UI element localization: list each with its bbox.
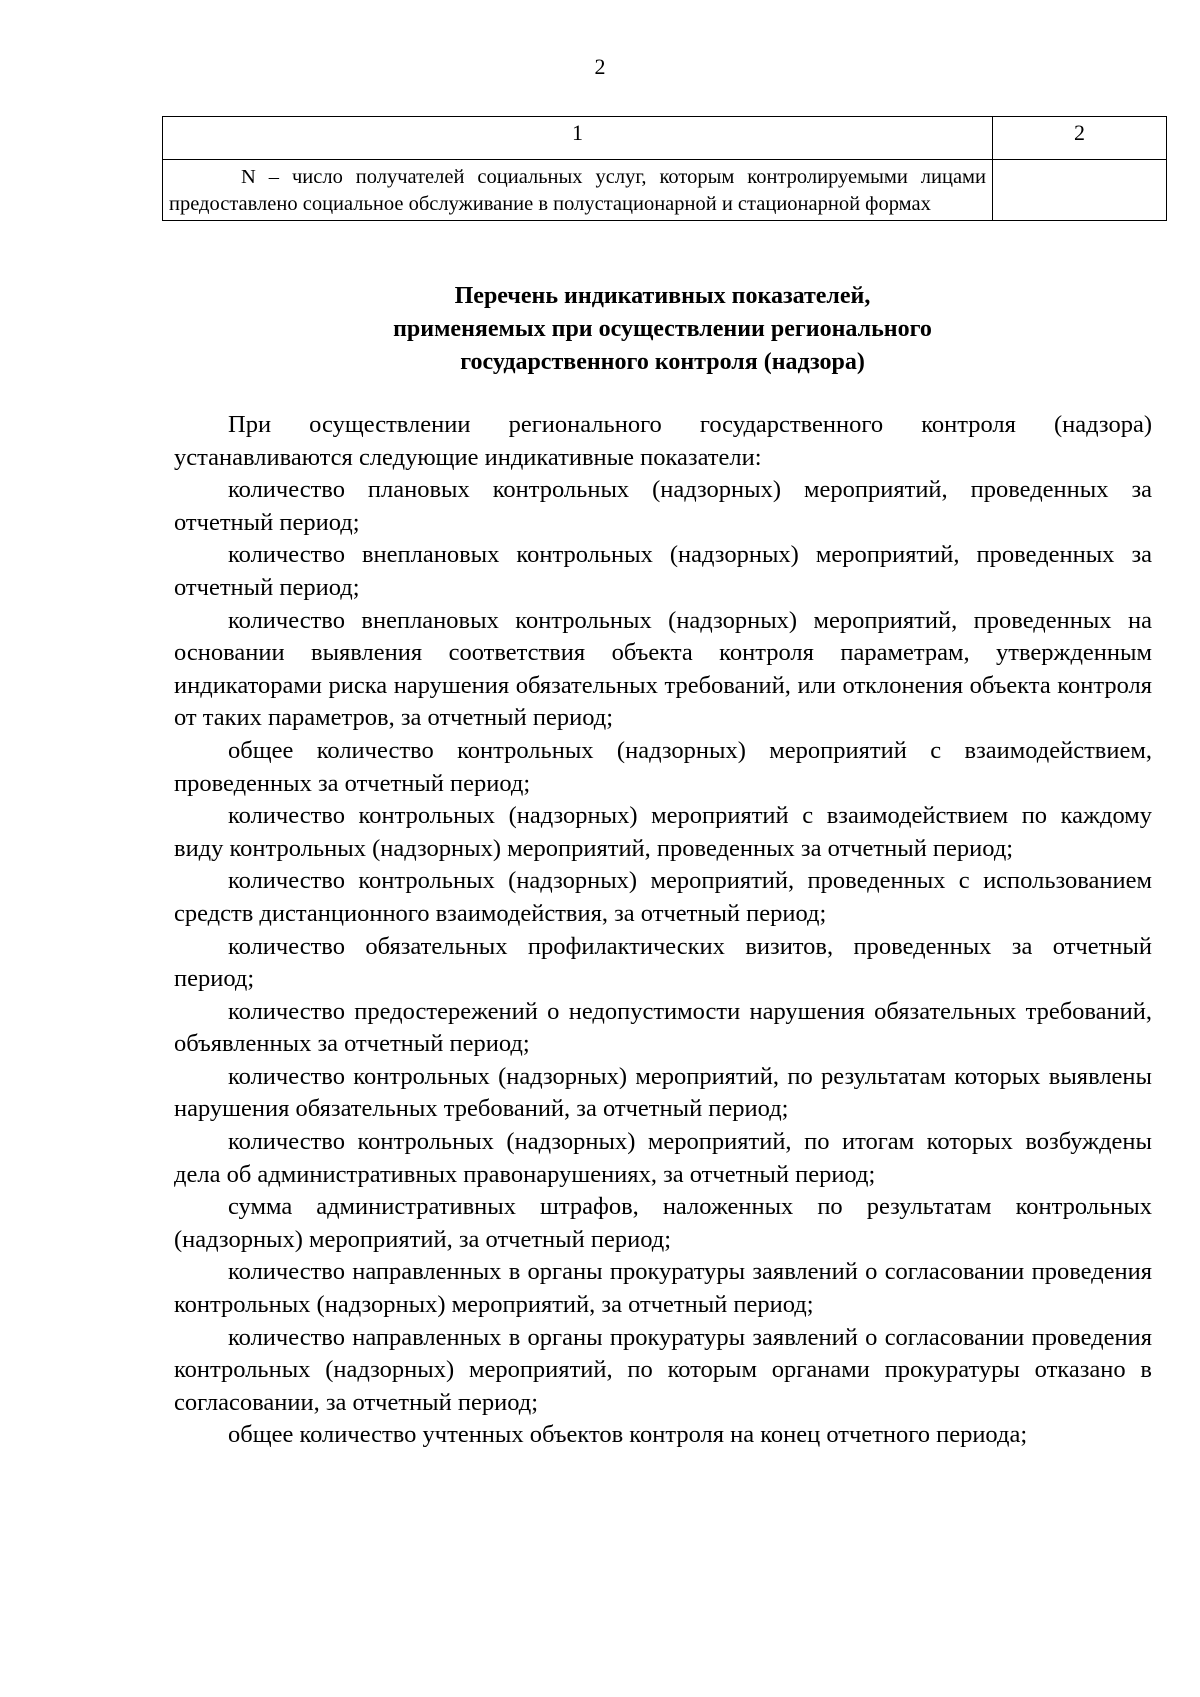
list-item: сумма административных штрафов, наложенных по результатам контрольных (надзорных) мероприятий, за отчетный период; [174,1193,1152,1253]
list-item: количество контрольных (надзорных) мероприятий с взаимодействием по каждому виду контрольных (надзорных) мероприятий, проведенных за отчетный период; [174,802,1152,862]
table-row [163,160,1167,221]
table-header-cell-2: 2 [993,117,1167,160]
table-cell-empty [993,160,1167,221]
list-item: общее количество учтенных объектов контроля на конец отчетного периода; [228,1421,1028,1449]
list-item: количество внеплановых контрольных (надзорных) мероприятий, проведенных на основании выявления соответствия объекта контроля параметрам, утвержденным индикаторами риска нарушения обязательных требований, или отклонения объекта контроля от таких параметров, за отчетный период; [174,606,1152,732]
section-title-line-3: государственного контроля (надзора) [460,349,865,375]
list-item: количество контрольных (надзорных) мероприятий, по итогам которых возбуждены дела об административных правонарушениях, за отчетный период; [174,1128,1152,1188]
list-item: количество внеплановых контрольных (надзорных) мероприятий, проведенных за отчетный период; [174,541,1152,601]
list-item: количество направленных в органы прокуратуры заявлений о согласовании проведения контрольных (надзорных) мероприятий, за отчетный период; [174,1258,1152,1319]
list-item: количество обязательных профилактических визитов, проведенных за отчетный период; [174,932,1152,993]
list-item: общее количество контрольных (надзорных) мероприятий с взаимодействием, проведенных за отчетный период; [174,736,1152,797]
table-cell-description: N – число получателей социальных услуг, которым контролируемыми лицами предоставлено социальное обслуживание в полустационарной и стационарной формах [163,160,993,221]
section-title-line-1: Перечень индикативных показателей, [454,283,871,309]
list-item: количество контрольных (надзорных) мероприятий, проведенных с использованием средств дистанционного взаимодействия, за отчетный период; [174,867,1152,927]
table-header-row [163,117,1167,160]
section-title [170,280,1155,379]
section-title-line-2: применяемых при осуществлении регионального [393,316,932,342]
body-text [174,409,1152,1452]
table-header-cell-1: 1 [163,117,993,160]
page-number: 2 [594,54,606,79]
list-item: количество плановых контрольных (надзорных) мероприятий, проведенных за отчетный период; [174,476,1152,536]
list-item: количество предостережений о недопустимости нарушения обязательных требований, объявленных за отчетный период; [174,997,1152,1058]
continuation-table [162,116,1167,221]
list-item: количество контрольных (надзорных) мероприятий, по результатам которых выявлены нарушения обязательных требований, за отчетный период; [174,1062,1152,1123]
paragraph-intro: При осуществлении регионального государственного контроля (надзора) устанавливаются следующие индикативные показатели: [174,411,1152,471]
list-item: количество направленных в органы прокуратуры заявлений о согласовании проведения контрольных (надзорных) мероприятий, по которым органами прокуратуры отказано в согласовании, за отчетный период; [174,1323,1152,1416]
